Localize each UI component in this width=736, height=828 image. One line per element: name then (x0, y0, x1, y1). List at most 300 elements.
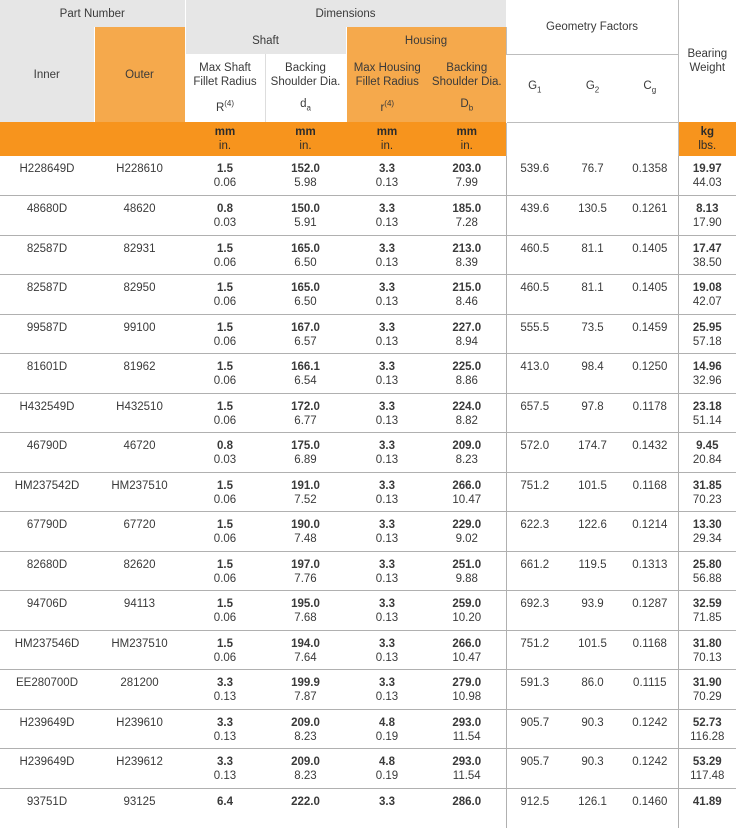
cell-inner: 93751D (26, 795, 68, 808)
cell-r-mm: 3.3 (379, 203, 395, 215)
cell-g1: 439.6 (506, 196, 563, 236)
cell-Db (428, 235, 506, 275)
cell-Db-mm: 293.0 (452, 756, 482, 768)
cell-g1: 572.0 (506, 433, 563, 473)
cell-R-mm: 3.3 (217, 756, 233, 768)
cell-da (265, 512, 346, 552)
cell-weight-lbs: 117.48 (690, 770, 725, 782)
cell-Db-in: 10.20 (452, 612, 482, 624)
cell-da (265, 156, 346, 196)
cell-Db-mm: 225.0 (452, 361, 482, 373)
cell-g1: 905.7 (506, 749, 563, 789)
cell-g2: 98.4 (563, 354, 622, 394)
cell-g2: 122.6 (563, 512, 622, 552)
cell-r-mm: 3.3 (379, 637, 395, 650)
cell-r-in: 0.13 (375, 256, 399, 269)
cell-outer: HM237510 (94, 630, 185, 670)
cell-R (185, 354, 265, 394)
cell-g1: 692.3 (506, 591, 563, 631)
cell-weight (678, 314, 736, 354)
cell-cg: 0.1242 (622, 709, 678, 749)
cell-r-in: 0.13 (375, 651, 399, 664)
cell-weight-kg: 52.73 (692, 716, 722, 729)
cell-R (185, 433, 265, 473)
cell-R-in: 0.06 (213, 256, 237, 269)
cell-r-in: 0.19 (375, 730, 399, 743)
cell-Db (428, 393, 506, 433)
header-g2: $G_2$ (563, 54, 622, 122)
cell-da-mm: 167.0 (291, 321, 320, 334)
header-backing-shoulder-housing (428, 54, 506, 122)
header-housing: Housing (346, 27, 506, 54)
cell-weight-lbs: 20.84 (692, 454, 722, 466)
cell-g2: 76.7 (563, 156, 622, 196)
cell-R-in: 0.06 (213, 651, 237, 664)
cell-da (265, 551, 346, 591)
cell-Db-mm: 215.0 (452, 282, 482, 294)
cell-r-mm: 3.3 (379, 361, 395, 373)
cell-outer: 81962 (94, 354, 185, 394)
cell-Db (428, 156, 506, 196)
cell-R-in: 0.03 (213, 217, 237, 229)
cell-r-in: 0.13 (375, 375, 399, 387)
cell-g2: 97.8 (563, 393, 622, 433)
cell-R-mm: 1.5 (217, 242, 233, 255)
cell-da-in: 7.87 (294, 691, 317, 703)
cell-r-in: 0.13 (375, 454, 399, 466)
cell-R (185, 749, 265, 789)
cell-g1: 539.6 (506, 156, 563, 196)
cell-da-in: 6.77 (294, 414, 317, 427)
cell-da (265, 670, 346, 710)
cell-inner: HM237542D (0, 472, 94, 512)
cell-r (346, 591, 428, 631)
cell-R-mm: 3.3 (217, 716, 233, 729)
cell-da (265, 393, 346, 433)
cell-R-mm: 1.5 (217, 558, 233, 571)
cell-R-in: 0.06 (213, 375, 237, 387)
cell-r-in: 0.19 (375, 770, 399, 782)
cell-r-mm: 3.3 (379, 795, 395, 808)
cell-weight-kg: 13.30 (692, 519, 722, 531)
cell-inner: 94706D (0, 591, 94, 631)
cell-weight-kg: 31.90 (692, 677, 722, 689)
cell-cg: 0.1287 (622, 591, 678, 631)
cell-Db-in: 10.47 (452, 493, 482, 506)
cell-R (185, 275, 265, 315)
cell-r (346, 749, 428, 789)
cell-inner: H239649D (0, 709, 94, 749)
cell-r (346, 512, 428, 552)
cell-R-in: 0.06 (213, 177, 237, 189)
cell-weight (678, 630, 736, 670)
cell-weight-kg: 8.13 (696, 203, 719, 215)
cell-R-in: 0.06 (213, 335, 237, 348)
cell-r-mm: 3.3 (379, 440, 395, 452)
unit-cell-geometry (506, 122, 678, 156)
cell-outer: 93125 (123, 795, 156, 808)
cell-weight (678, 235, 736, 275)
cell-r (346, 196, 428, 236)
unit-kg: kg (700, 126, 714, 138)
table-row (0, 512, 736, 552)
cell-g1: 912.5 (506, 788, 563, 828)
table-row (0, 788, 736, 828)
cell-da-mm: 165.0 (291, 282, 320, 294)
cell-r (346, 235, 428, 275)
cell-g2: 90.3 (563, 709, 622, 749)
cell-Db-mm: 279.0 (452, 677, 482, 689)
cell-da-mm: 175.0 (291, 440, 320, 452)
symbol-Db: $D_b$ (460, 97, 474, 113)
cell-da (265, 749, 346, 789)
cell-da (265, 433, 346, 473)
header-g1: $G_1$ (506, 54, 563, 122)
cell-weight-lbs: 57.18 (692, 335, 722, 348)
cell-da-in: 6.50 (294, 296, 317, 308)
cell-da-in: 7.48 (294, 533, 317, 545)
cell-outer: 281200 (94, 670, 185, 710)
cell-Db-in: 8.46 (455, 296, 478, 308)
unit-lbs: lbs. (698, 140, 717, 152)
cell-r (346, 472, 428, 512)
backing-shoulder-shaft-label: Backing Shoulder Dia. (270, 61, 341, 88)
table-row (0, 709, 736, 749)
table-row (0, 591, 736, 631)
cell-da-mm: 152.0 (291, 163, 320, 175)
cell-outer: 46720 (94, 433, 185, 473)
cell-weight (678, 156, 736, 196)
cell-g1: 555.5 (506, 314, 563, 354)
cell-Db-mm: 251.0 (452, 558, 482, 571)
cell-Db (428, 709, 506, 749)
cell-weight (678, 393, 736, 433)
cell-cg: 0.1242 (622, 749, 678, 789)
cell-da (265, 788, 346, 828)
cell-R-mm: 3.3 (217, 677, 233, 689)
cell-r-in: 0.13 (375, 533, 399, 545)
cell-cg: 0.1460 (632, 795, 668, 808)
header-bearing-weight: Bearing Weight (678, 0, 736, 122)
table-row (0, 235, 736, 275)
cell-weight (678, 512, 736, 552)
cell-weight (678, 472, 736, 512)
cell-R-in: 0.06 (213, 296, 237, 308)
cell-R-in: 0.06 (213, 533, 237, 545)
cell-g1: 657.5 (506, 393, 563, 433)
unit-mm: mm (456, 126, 477, 138)
cell-cg: 0.1178 (622, 393, 678, 433)
unit-cell-inner (0, 122, 94, 156)
cell-weight-lbs: 70.23 (692, 493, 722, 506)
header-cg: $C_g$ (622, 54, 678, 122)
cell-da-in: 6.54 (294, 375, 317, 387)
cell-R (185, 314, 265, 354)
cell-da-mm: 150.0 (291, 203, 320, 215)
table-row (0, 393, 736, 433)
unit-cell-Db (428, 122, 506, 156)
cell-weight-kg: 41.89 (692, 795, 722, 808)
cell-Db-mm: 209.0 (452, 440, 482, 452)
cell-r-mm: 3.3 (379, 677, 395, 689)
table-row (0, 670, 736, 710)
cell-r-mm: 4.8 (379, 716, 395, 729)
cell-g2: 90.3 (563, 749, 622, 789)
cell-R-in: 0.03 (213, 454, 237, 466)
cell-weight (678, 354, 736, 394)
cell-Db (428, 472, 506, 512)
cell-R (185, 393, 265, 433)
cell-weight-kg: 9.45 (696, 440, 719, 452)
cell-r (346, 156, 428, 196)
cell-weight-kg: 19.08 (692, 282, 722, 294)
header-geometry-factors: Geometry Factors (506, 0, 678, 54)
cell-da-in: 8.23 (294, 770, 317, 782)
cell-Db-mm: 293.0 (452, 716, 482, 729)
cell-weight (678, 670, 736, 710)
cell-R-mm: 1.5 (217, 163, 233, 175)
cell-g1: 905.7 (506, 709, 563, 749)
cell-Db-in: 7.99 (455, 177, 478, 189)
cell-r-mm: 3.3 (379, 519, 395, 531)
cell-weight (678, 788, 736, 828)
cell-R-in: 0.06 (213, 493, 237, 506)
max-housing-fillet-label: Max Housing Fillet Radius (353, 62, 421, 89)
cell-g1: 413.0 (506, 354, 563, 394)
cell-weight-lbs: 44.03 (692, 177, 722, 189)
unit-cell-R (185, 122, 265, 156)
cell-Db-mm: 286.0 (452, 795, 482, 808)
cell-weight (678, 749, 736, 789)
cell-R-mm: 0.8 (217, 440, 233, 452)
cell-Db (428, 749, 506, 789)
cell-inner: H239649D (0, 749, 94, 789)
cell-cg: 0.1459 (622, 314, 678, 354)
cell-r-mm: 3.3 (379, 558, 395, 571)
cell-Db-mm: 266.0 (452, 479, 482, 492)
cell-R (185, 788, 265, 828)
cell-g1: 751.2 (506, 472, 563, 512)
cell-Db-in: 9.88 (455, 572, 478, 585)
header-max-housing-fillet (346, 54, 428, 122)
cell-cg: 0.1250 (622, 354, 678, 394)
symbol-R: $R^{(4)}$ (215, 99, 235, 114)
table-row (0, 275, 736, 315)
table-row (0, 630, 736, 670)
cell-R-in: 0.06 (213, 612, 237, 624)
cell-g2: 119.5 (563, 551, 622, 591)
max-shaft-fillet-label: Max Shaft Fillet Radius (193, 62, 257, 89)
cell-r-mm: 3.3 (379, 400, 395, 413)
cell-Db-in: 8.82 (455, 414, 478, 427)
cell-weight-kg: 53.29 (692, 756, 722, 768)
cell-weight-lbs: 51.14 (692, 414, 722, 427)
cell-outer: 48620 (94, 196, 185, 236)
cell-weight (678, 591, 736, 631)
cell-Db-mm: 203.0 (452, 163, 482, 175)
cell-da (265, 235, 346, 275)
cell-r-in: 0.13 (375, 177, 399, 189)
unit-mm: mm (376, 126, 398, 138)
cell-g2: 126.1 (578, 795, 607, 808)
cell-da-in: 6.89 (294, 454, 317, 466)
cell-r-in: 0.13 (375, 335, 399, 348)
cell-Db-in: 11.54 (452, 770, 481, 782)
cell-inner: H432549D (0, 393, 94, 433)
cell-r-in: 0.13 (375, 414, 399, 427)
cell-weight-lbs: 42.07 (692, 296, 722, 308)
cell-da-mm: 191.0 (291, 479, 320, 492)
cell-Db-in: 8.94 (455, 335, 478, 348)
header-backing-shoulder-shaft (265, 54, 346, 122)
cell-outer: 99100 (94, 314, 185, 354)
cell-weight-lbs: 29.34 (692, 533, 722, 545)
cell-Db (428, 630, 506, 670)
header-max-shaft-fillet (185, 54, 265, 122)
cell-cg: 0.1313 (622, 551, 678, 591)
cell-inner: 81601D (0, 354, 94, 394)
cell-R-mm: 1.5 (217, 598, 233, 610)
backing-shoulder-housing-label: Backing Shoulder Dia. (431, 61, 502, 88)
cell-weight-lbs: 56.88 (692, 572, 722, 585)
cell-R-mm: 1.5 (217, 400, 233, 413)
cell-r (346, 788, 428, 828)
cell-R (185, 551, 265, 591)
cell-g2: 86.0 (563, 670, 622, 710)
unit-cell-da (265, 122, 346, 156)
cell-da-mm: 194.0 (291, 637, 320, 650)
cell-g1: 622.3 (506, 512, 563, 552)
cell-da-in: 7.76 (294, 572, 317, 585)
cell-r-in: 0.13 (375, 217, 399, 229)
cell-g2: 101.5 (563, 630, 622, 670)
cell-R (185, 196, 265, 236)
cell-da (265, 591, 346, 631)
cell-da-in: 7.68 (294, 612, 317, 624)
cell-Db-in: 11.54 (452, 730, 481, 743)
table-row (0, 354, 736, 394)
cell-da-mm: 209.0 (291, 756, 320, 768)
cell-outer: 82950 (94, 275, 185, 315)
cell-outer: H228610 (94, 156, 185, 196)
unit-in: in. (218, 140, 232, 152)
cell-Db (428, 788, 506, 828)
table-row (0, 433, 736, 473)
cell-cg: 0.1168 (622, 630, 678, 670)
cell-Db (428, 670, 506, 710)
cell-R-mm: 1.5 (217, 282, 233, 294)
cell-da (265, 709, 346, 749)
cell-inner: 46790D (0, 433, 94, 473)
cell-g1: 460.5 (506, 235, 563, 275)
cell-outer: H432510 (94, 393, 185, 433)
cell-da-mm: 222.0 (291, 795, 320, 808)
cell-r-mm: 3.3 (379, 321, 395, 334)
cell-cg: 0.1115 (622, 670, 678, 710)
cell-cg: 0.1405 (622, 235, 678, 275)
cell-g1: 460.5 (506, 275, 563, 315)
cell-R-in: 0.13 (213, 770, 237, 782)
cell-Db (428, 551, 506, 591)
cell-inner: EE280700D (0, 670, 94, 710)
cell-da (265, 354, 346, 394)
cell-da-in: 6.57 (294, 335, 317, 348)
cell-r (346, 670, 428, 710)
cell-da-in: 6.50 (294, 256, 317, 269)
cell-weight-kg: 31.80 (692, 637, 722, 650)
cell-weight-kg: 17.47 (692, 242, 722, 255)
cell-r (346, 433, 428, 473)
cell-Db-mm: 224.0 (452, 400, 482, 413)
cell-weight-kg: 32.59 (692, 598, 722, 610)
cell-weight (678, 709, 736, 749)
cell-r-mm: 3.3 (379, 242, 395, 255)
cell-R-mm: 1.5 (217, 637, 233, 650)
unit-cell-weight (678, 122, 736, 156)
cell-g2: 81.1 (563, 275, 622, 315)
unit-mm: mm (295, 126, 316, 138)
cell-outer: H239612 (94, 749, 185, 789)
cell-r (346, 393, 428, 433)
unit-cell-r (346, 122, 428, 156)
cell-r-in: 0.13 (375, 691, 399, 703)
cell-Db-mm: 259.0 (452, 598, 482, 610)
cell-r-mm: 3.3 (379, 282, 395, 294)
cell-g2: 93.9 (563, 591, 622, 631)
cell-inner: 99587D (0, 314, 94, 354)
unit-in: in. (299, 140, 312, 152)
cell-inner: 48680D (0, 196, 94, 236)
cell-outer: HM237510 (94, 472, 185, 512)
cell-Db (428, 512, 506, 552)
cell-cg: 0.1168 (622, 472, 678, 512)
table-body (0, 156, 736, 828)
cell-r-mm: 4.8 (379, 756, 395, 768)
cell-weight-kg: 19.97 (692, 163, 722, 175)
cell-weight-kg: 14.96 (692, 361, 722, 373)
cell-weight-kg: 23.18 (692, 400, 722, 413)
cell-inner: 82680D (0, 551, 94, 591)
cell-cg: 0.1214 (622, 512, 678, 552)
cell-g1: 661.2 (506, 551, 563, 591)
cell-R-mm: 1.5 (217, 519, 233, 531)
unit-mm: mm (214, 126, 236, 138)
cell-weight-kg: 25.95 (692, 321, 722, 334)
cell-weight-kg: 31.85 (692, 479, 722, 492)
cell-g2: 73.5 (563, 314, 622, 354)
cell-da (265, 630, 346, 670)
cell-g1: 751.2 (506, 630, 563, 670)
header-inner: Inner (0, 27, 94, 122)
cell-r-mm: 3.3 (379, 479, 395, 492)
cell-inner: 82587D (0, 235, 94, 275)
cell-outer: 94113 (94, 591, 185, 631)
cell-R (185, 472, 265, 512)
table-row (0, 156, 736, 196)
table-row (0, 551, 736, 591)
cell-weight-lbs: 17.90 (692, 217, 722, 229)
cell-R-mm: 1.5 (217, 361, 233, 373)
cell-R (185, 156, 265, 196)
cell-weight (678, 551, 736, 591)
cell-r-mm: 3.3 (379, 598, 395, 610)
cell-g2: 130.5 (563, 196, 622, 236)
cell-da-in: 7.64 (294, 651, 317, 664)
cell-da-mm: 190.0 (291, 519, 320, 531)
cell-da-mm: 197.0 (291, 558, 320, 571)
cell-Db (428, 591, 506, 631)
cell-R-mm: 1.5 (217, 321, 233, 334)
